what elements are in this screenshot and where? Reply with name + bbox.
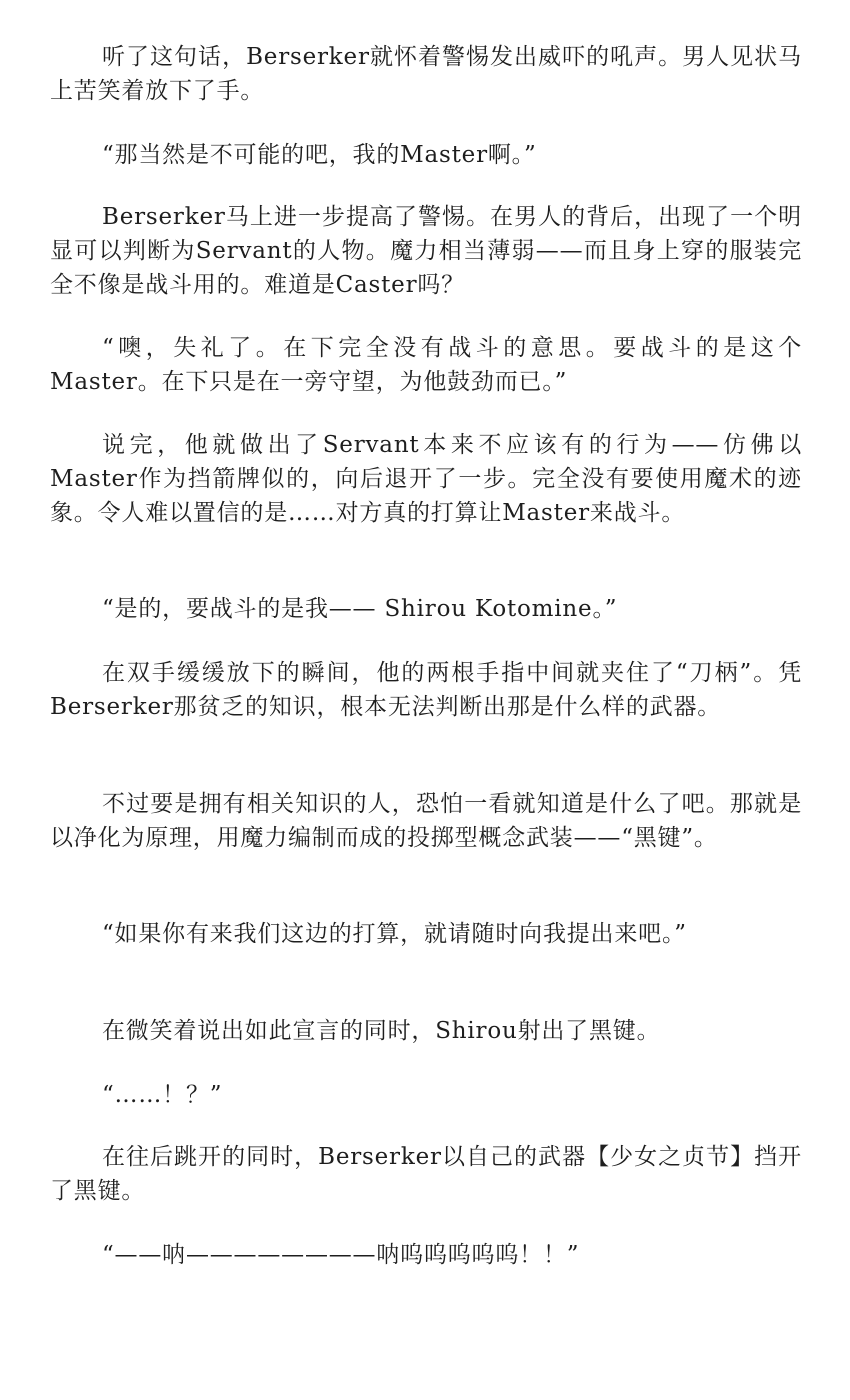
- paragraph-5: 说完，他就做出了Servant本来不应该有的行为——仿佛以Master作为挡箭牌似的，向后退开了一步。完全没有要使用魔术的迹象。令人难以置信的是……对方真的打算让Master来战斗。: [50, 432, 802, 526]
- paragraph-7: 在双手缓缓放下的瞬间，他的两根手指中间就夹住了“刀柄”。凭Berserker那贫乏的知识，根本无法判断出那是什么样的武器。: [50, 660, 802, 720]
- paragraph-3: Berserker马上进一步提高了警惕。在男人的背后，出现了一个明显可以判断为Servant的人物。魔力相当薄弱——而且身上穿的服装完全不像是战斗用的。难道是Caster吗？: [50, 204, 802, 298]
- paragraph-12: 在往后跳开的同时，Berserker以自己的武器【少女之贞节】挡开了黑键。: [50, 1144, 802, 1204]
- paragraph-8: 不过要是拥有相关知识的人，恐怕一看就知道是什么了吧。那就是以净化为原理，用魔力编制而成的投掷型概念武装——“黑键”。: [50, 791, 802, 851]
- paragraph-10: 在微笑着说出如此宣言的同时，Shirou射出了黑键。: [102, 1018, 661, 1044]
- paragraph-13: “——呐————————呐呜呜呜呜呜！！”: [102, 1242, 580, 1268]
- paragraph-1: 听了这句话，Berserker就怀着警惕发出威吓的吼声。男人见状马上苦笑着放下了手。: [50, 44, 802, 104]
- paragraph-11: “……！？”: [102, 1082, 223, 1108]
- paragraph-2: “那当然是不可能的吧，我的Master啊。”: [102, 142, 537, 168]
- paragraph-4: “噢，失礼了。在下完全没有战斗的意思。要战斗的是这个Master。在下只是在一旁守望，为他鼓劲而已。”: [50, 335, 802, 395]
- paragraph-6: “是的，要战斗的是我—— Shirou Kotomine。”: [102, 596, 618, 622]
- paragraph-9: “如果你有来我们这边的打算，就请随时向我提出来吧。”: [102, 921, 687, 947]
